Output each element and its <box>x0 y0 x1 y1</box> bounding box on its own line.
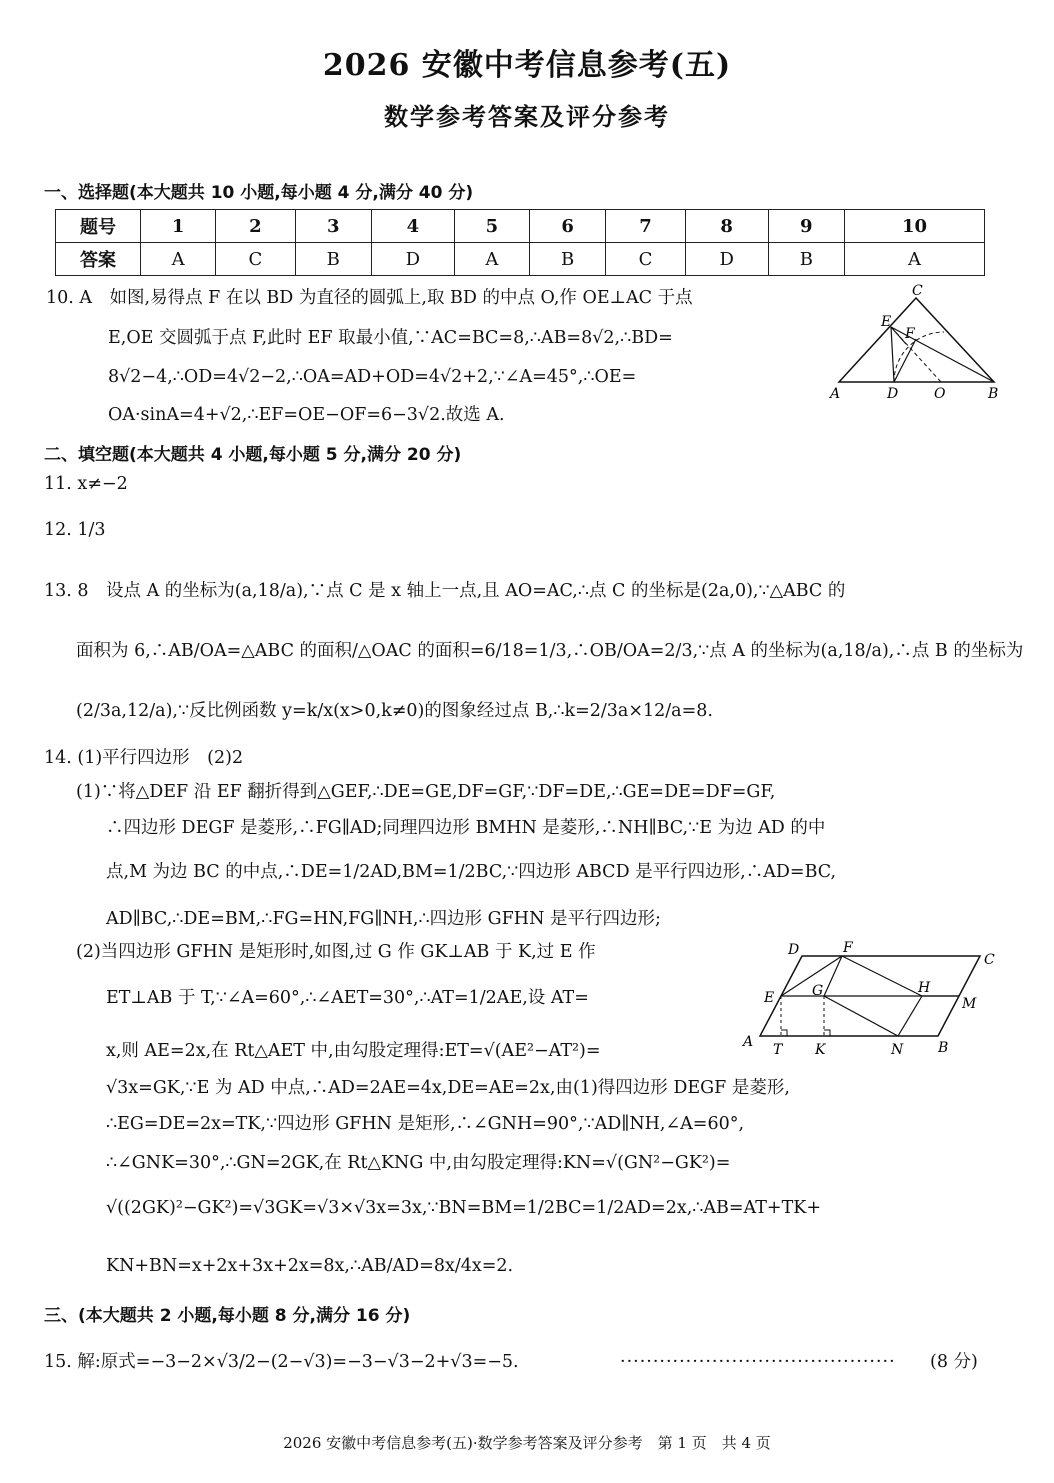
q13-line: (2/3a,12/a),∵反比例函数 y=k/x(x>0,k≠0)的图象经过点 B,∴k=2/3a×12/a=8. <box>76 701 713 721</box>
answer-cell: C <box>606 243 685 276</box>
fig14-label-m: M <box>962 996 977 1012</box>
answer-row <box>56 243 985 276</box>
q10-triangle-figure <box>826 284 1006 404</box>
page-title: 2026 安徽中考信息参考(五) <box>322 48 732 83</box>
q15-leader-dots: ·········································· <box>620 1352 896 1372</box>
q10-line: OA·sinA=4+√2,∴EF=OE−OF=6−3√2.故选 A. <box>108 405 505 425</box>
fig10-label-d: D <box>887 386 899 402</box>
q14-line: (2)当四边形 GFHN 是矩形时,如图,过 G 作 GK⊥AB 于 K,过 E 作 <box>76 942 596 962</box>
answer-table <box>55 209 985 276</box>
question-number-row <box>56 210 985 243</box>
section3-heading: 三、(本大题共 2 小题,每小题 8 分,满分 16 分) <box>44 1306 411 1326</box>
answer-cell: B <box>768 243 844 276</box>
q14-line: (1)∵将△DEF 沿 EF 翻折得到△GEF,∴DE=GE,DF=GF,∵DF=DE,∴GE=DE=DF=GF, <box>76 782 776 802</box>
q14-line: ET⊥AB 于 T,∵∠A=60°,∴∠AET=30°,∴AT=1/2AE,设 AT= <box>106 988 589 1008</box>
q10-line: 8√2−4,∴OD=4√2−2,∴OA=AD+OD=4√2+2,∵∠A=45°,∴OE= <box>108 367 637 387</box>
question-number: 3 <box>295 210 371 243</box>
q15-solution: 15. 解:原式=−3−2×√3/2−(2−√3)=−3−√3−2+√3=−5. <box>44 1352 519 1372</box>
row-label-answer: 答案 <box>56 243 141 276</box>
q10-line: E,OE 交圆弧于点 F,此时 EF 取最小值,∵AC=BC=8,∴AB=8√2,∴BD= <box>108 328 673 348</box>
question-number: 1 <box>141 210 216 243</box>
q14-line: ∴四边形 DEGF 是菱形,∴FG∥AD;同理四边形 BMHN 是菱形,∴NH∥BC,∵E 为边 AD 的中 <box>106 818 826 838</box>
q13-line: 13. 8 设点 A 的坐标为(a,18/a),∵点 C 是 x 轴上一点,且 AO=AC,∴点 C 的坐标是(2a,0),∵△ABC 的 <box>44 581 846 601</box>
q15-score: (8 分) <box>930 1352 978 1372</box>
fig10-label-o: O <box>934 386 946 402</box>
fig10-label-b: B <box>988 386 999 402</box>
q14-line: 14. (1)平行四边形 (2)2 <box>44 748 244 768</box>
q14-line: √3x=GK,∵E 为 AD 中点,∴AD=2AE=4x,DE=AE=2x,由(1)得四边形 DEGF 是菱形, <box>106 1078 790 1098</box>
fig14-label-g: G <box>812 983 824 999</box>
fig14-label-n: N <box>891 1042 904 1058</box>
q11-answer: 11. x≠−2 <box>44 474 128 494</box>
question-number: 2 <box>216 210 295 243</box>
answer-cell: B <box>529 243 605 276</box>
fig10-label-e: E <box>881 314 892 330</box>
page-subtitle: 数学参考答案及评分参考 <box>384 102 670 131</box>
answer-cell: B <box>295 243 371 276</box>
q14-line: 点,M 为边 BC 的中点,∴DE=1/2AD,BM=1/2BC,∵四边形 ABCD 是平行四边形,∴AD=BC, <box>106 862 837 882</box>
answer-cell: D <box>685 243 768 276</box>
question-number: 6 <box>529 210 605 243</box>
answer-cell: A <box>845 243 985 276</box>
q14-line: ∴∠GNK=30°,∴GN=2GK,在 Rt△KNG 中,由勾股定理得:KN=√(GN²−GK²)= <box>106 1153 731 1173</box>
q13-line: 面积为 6,∴AB/OA=△ABC 的面积/△OAC 的面积=6/18=1/3,∴OB/OA=2/3,∵点 A 的坐标为(a,18/a),∴点 B 的坐标为 <box>76 641 1024 661</box>
answer-cell: A <box>454 243 529 276</box>
q14-line: KN+BN=x+2x+3x+2x=8x,∴AB/AD=8x/4x=2. <box>106 1256 514 1276</box>
fig10-label-c: C <box>912 284 923 299</box>
page-footer: 2026 安徽中考信息参考(五)·数学参考答案及评分参考 第 1 页 共 4 页 <box>283 1434 771 1452</box>
q14-line: x,则 AE=2x,在 Rt△AET 中,由勾股定理得:ET=√(AE²−AT²)= <box>106 1041 601 1061</box>
fig14-label-d: D <box>788 942 800 958</box>
fig14-label-c: C <box>984 952 995 968</box>
fig10-label-f: F <box>905 326 915 342</box>
question-number: 4 <box>371 210 454 243</box>
q14-line: √((2GK)²−GK²)=√3GK=√3×√3x=3x,∵BN=BM=1/2BC=1/2AD=2x,∴AB=AT+TK+ <box>106 1198 821 1218</box>
question-number: 8 <box>685 210 768 243</box>
section1-heading: 一、选择题(本大题共 10 小题,每小题 4 分,满分 40 分) <box>44 183 474 203</box>
fig14-label-a: A <box>743 1034 754 1050</box>
fig14-label-e: E <box>764 990 775 1006</box>
fig10-label-a: A <box>830 386 841 402</box>
q12-answer: 12. 1/3 <box>44 520 106 540</box>
answer-cell: D <box>371 243 454 276</box>
fig14-label-h: H <box>918 980 931 996</box>
section2-heading: 二、填空题(本大题共 4 小题,每小题 5 分,满分 20 分) <box>44 445 462 465</box>
answer-cell: A <box>141 243 216 276</box>
q14-line: ∴EG=DE=2x=TK,∵四边形 GFHN 是矩形,∴∠GNH=90°,∵AD∥NH,∠A=60°, <box>106 1114 745 1134</box>
q10-line: 10. A 如图,易得点 F 在以 BD 为直径的圆弧上,取 BD 的中点 O,作 OE⊥AC 于点 <box>46 288 693 308</box>
question-number: 7 <box>606 210 685 243</box>
fig14-label-f: F <box>843 940 853 956</box>
question-number: 10 <box>845 210 985 243</box>
fig14-label-k: K <box>815 1042 826 1058</box>
fig14-label-b: B <box>938 1040 949 1056</box>
fig14-label-t: T <box>773 1042 783 1058</box>
question-number: 9 <box>768 210 844 243</box>
question-number: 5 <box>454 210 529 243</box>
q14-line: AD∥BC,∴DE=BM,∴FG=HN,FG∥NH,∴四边形 GFHN 是平行四边形; <box>106 909 661 929</box>
answer-cell: C <box>216 243 295 276</box>
row-label-question: 题号 <box>56 210 141 243</box>
q14-parallelogram-figure <box>740 938 1002 1060</box>
